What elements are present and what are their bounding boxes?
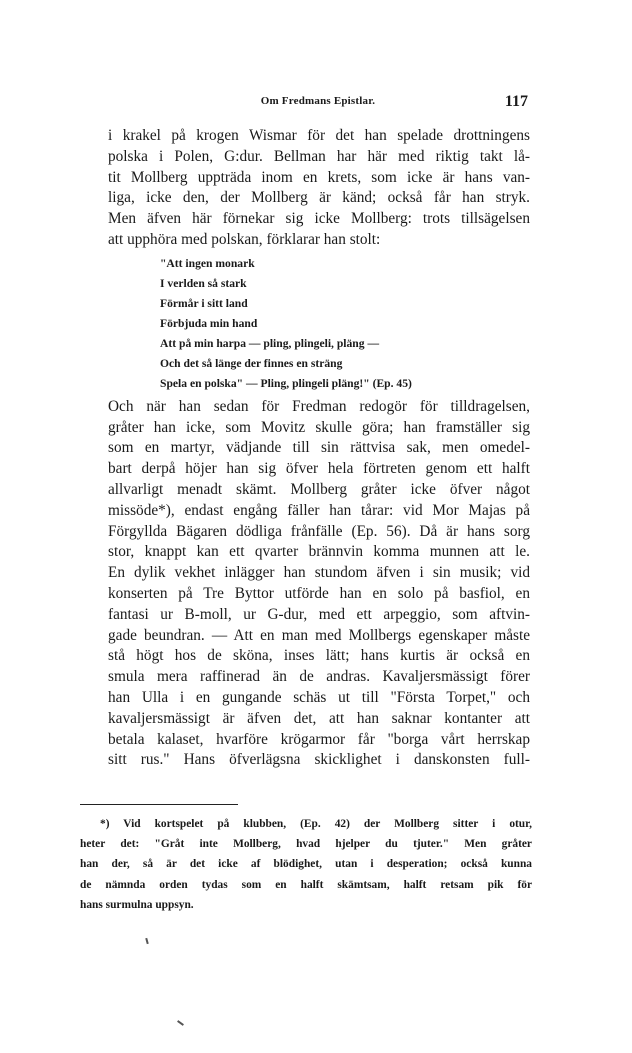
text-line: fantasi ur B-moll, ur G-dur, med ett arpeggio, som aftvin- xyxy=(108,605,530,623)
poem-line: Spela en polska" — Pling, plingeli pläng!" (Ep. 45) xyxy=(160,376,412,390)
ink-speck xyxy=(145,938,148,944)
text-line: konserten på Tre Byttor utförde han en solo på basfiol, en xyxy=(108,584,530,602)
text-line: bart derpå höjer han sig öfver hela förtreten genom ett halft xyxy=(108,460,530,478)
ink-speck xyxy=(177,1020,184,1026)
poem-line: Att på min harpa — pling, plingeli, pläng — xyxy=(160,336,380,350)
text-line: att upphöra med polskan, förklarar han stolt: xyxy=(108,230,381,248)
poem-line: "Att ingen monark xyxy=(160,256,255,270)
text-line: smula mera raffinerad än de andras. Kavaljersmässigt förer xyxy=(108,668,530,686)
text-line: liga, icke den, der Mollberg är känd; också får han stryk. xyxy=(108,189,530,207)
page-number: 117 xyxy=(504,93,528,110)
poem-line: Och det så länge der finnes en sträng xyxy=(160,356,343,370)
poem-line: I verlden så stark xyxy=(160,276,247,290)
text-line: sitt rus." Hans öfverlägsna skicklighet i danskonsten full- xyxy=(108,751,530,769)
footnote-line: de nämnda orden tydas som en halft skämtsam, halft retsam pik för xyxy=(80,878,532,891)
text-line: kavaljersmässigt är äfven det, att han saknar kontanter att xyxy=(108,709,530,727)
text-line: som en martyr, vädjande till sin rättvisa sak, men omedel- xyxy=(108,439,530,457)
text-line: En dylik vekhet inlägger han stundom äfven i sin musik; vid xyxy=(108,564,530,582)
footnote-line: heter det: "Gråt inte Mollberg, hvad hjelper du tjuter." Men gråter xyxy=(80,838,532,851)
text-line: gade beundran. — Att en man med Mollbergs egenskaper måste xyxy=(108,626,530,644)
poem-line: Förbjuda min hand xyxy=(160,316,258,330)
footnote-line: *) Vid kortspelet på klubben, (Ep. 42) der Mollberg sitter i otur, xyxy=(100,818,532,830)
text-line: i krakel på krogen Wismar för det han spelade drottningens xyxy=(108,127,530,144)
poem-quote xyxy=(160,251,530,397)
footnote-divider xyxy=(80,804,238,805)
text-line: Och när han sedan för Fredman redogör för tilldragelsen, xyxy=(108,397,530,415)
main-text xyxy=(108,126,530,771)
text-line: allvarligt menadt skämt. Mollberg gråter icke öfver något xyxy=(108,480,530,498)
text-line: han Ulla i en gungande schäs ut till "Första Torpet," och xyxy=(108,688,530,706)
text-line: stå högt hos de sköna, inses lätt; hans kurtis är också en xyxy=(108,647,530,665)
running-title: Om Fredmans Epistlar. xyxy=(260,95,376,107)
footnote-line: han der, så är det icke af blödighet, utan i desperation; också kunna xyxy=(80,858,532,871)
footnote xyxy=(80,814,532,915)
text-line: missöde*), endast engång fäller han tårar: vid Mor Majas på xyxy=(108,501,530,519)
poem-line: Förmår i sitt land xyxy=(160,296,248,310)
text-line: tit Mollberg uppträda inom en krets, som icke är hans van- xyxy=(108,168,530,186)
text-line: stor, knappt kan ett qvarter brännvin komma munnen att le. xyxy=(108,543,530,561)
footnote-line: hans surmulna uppsyn. xyxy=(80,898,194,911)
text-line: Men äfven här förnekar sig icke Mollberg: trots tillsägelsen xyxy=(108,210,530,228)
text-line: gråter han icke, som Movitz skulle göra; han framställer sig xyxy=(108,418,530,436)
text-line: betala kalaset, hvarföre krögarmor får "borga vårt herrskap xyxy=(108,730,530,748)
page-header xyxy=(108,95,528,115)
text-line: Förgyllda Bägaren dödliga frånfälle (Ep. 56). Då är hans sorg xyxy=(108,522,530,540)
text-line: polska i Polen, G:dur. Bellman har här med riktig takt lå- xyxy=(108,147,530,165)
